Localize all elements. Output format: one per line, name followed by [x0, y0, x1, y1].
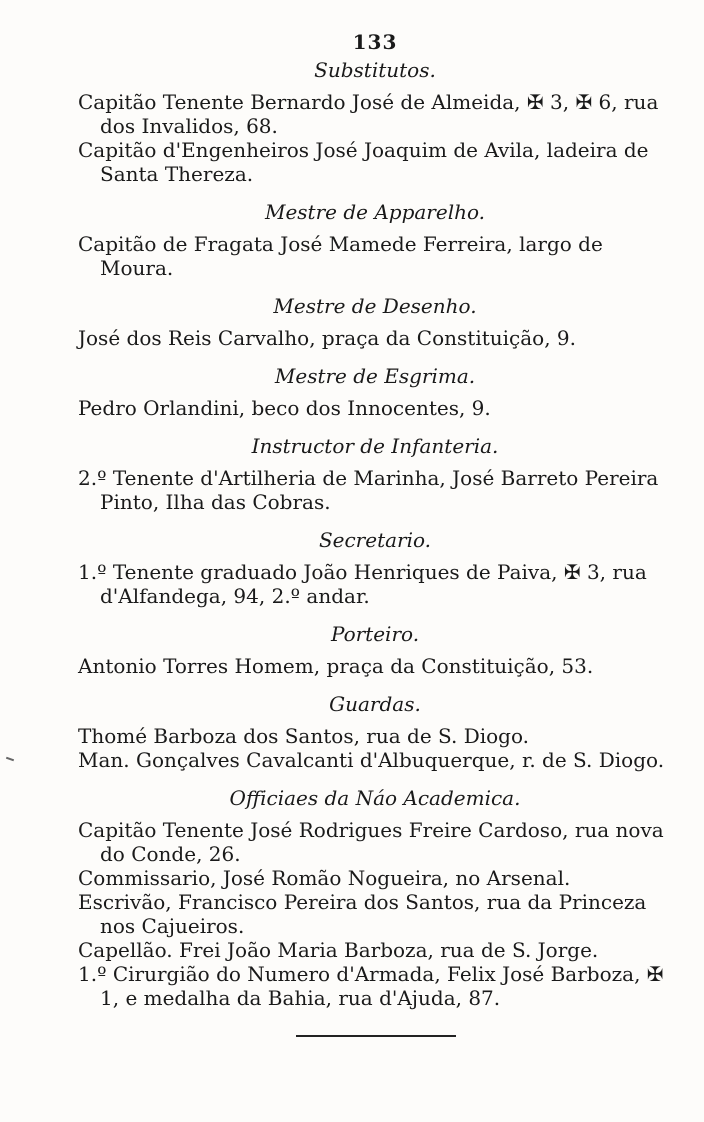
entry: Pedro Orlandini, beco dos Innocentes, 9.: [78, 396, 491, 420]
entry: Man. Gonçalves Cavalcanti d'Albuquerque, r. de S. Diogo.: [78, 748, 665, 772]
entry: Antonio Torres Homem, praça da Constituição, 53.: [78, 654, 594, 678]
entry: Capitão Tenente Bernardo José de Almeida, ✠ 3, ✠ 6, rua dos Invalidos, 68.: [78, 90, 659, 138]
entry: Capitão d'Engenheiros José Joaquim de Avila, ladeira de Santa Thereza.: [78, 138, 649, 186]
entry: Capitão de Fragata José Mamede Ferreira, largo de Moura.: [78, 232, 603, 280]
page-number: 133: [352, 30, 398, 54]
section-heading: Secretario.: [318, 528, 432, 552]
entry: Escrivão, Francisco Pereira dos Santos, rua da Princeza nos Cajueiros.: [78, 890, 647, 938]
section-heading: Mestre de Esgrima.: [274, 364, 476, 388]
entry: 1.º Tenente graduado João Henriques de Paiva, ✠ 3, rua d'Alfandega, 94, 2.º andar.: [78, 560, 647, 608]
section-heading: Guardas.: [329, 692, 421, 716]
section-heading: Mestre de Desenho.: [273, 294, 477, 318]
entry: Thomé Barboza dos Santos, rua de S. Diogo.: [78, 724, 530, 748]
entry: Capellão. Frei João Maria Barboza, rua de S. Jorge.: [78, 938, 599, 962]
section-heading: Instructor de Infanteria.: [251, 434, 499, 458]
end-rule: [296, 1035, 456, 1037]
section-heading: Mestre de Apparelho.: [264, 200, 486, 224]
section-heading: Substitutos.: [314, 58, 436, 82]
entry: Capitão Tenente José Rodrigues Freire Cardoso, rua nova do Conde, 26.: [78, 818, 664, 866]
section-heading: Porteiro.: [330, 622, 420, 646]
entry: José dos Reis Carvalho, praça da Constituição, 9.: [78, 326, 576, 350]
entry: 1.º Cirurgião do Numero d'Armada, Felix José Barboza, ✠ 1, e medalha da Bahia, rua d'Ajuda, 87.: [78, 962, 664, 1010]
entry: 2.º Tenente d'Artilheria de Marinha, José Barreto Pereira Pinto, Ilha das Cobras.: [78, 466, 659, 514]
document-page: [78, 30, 672, 1010]
entry: Commissario, José Romão Nogueira, no Arsenal.: [78, 866, 571, 890]
margin-mark: [6, 757, 14, 762]
section-heading: Officiaes da Náo Academica.: [229, 786, 521, 810]
